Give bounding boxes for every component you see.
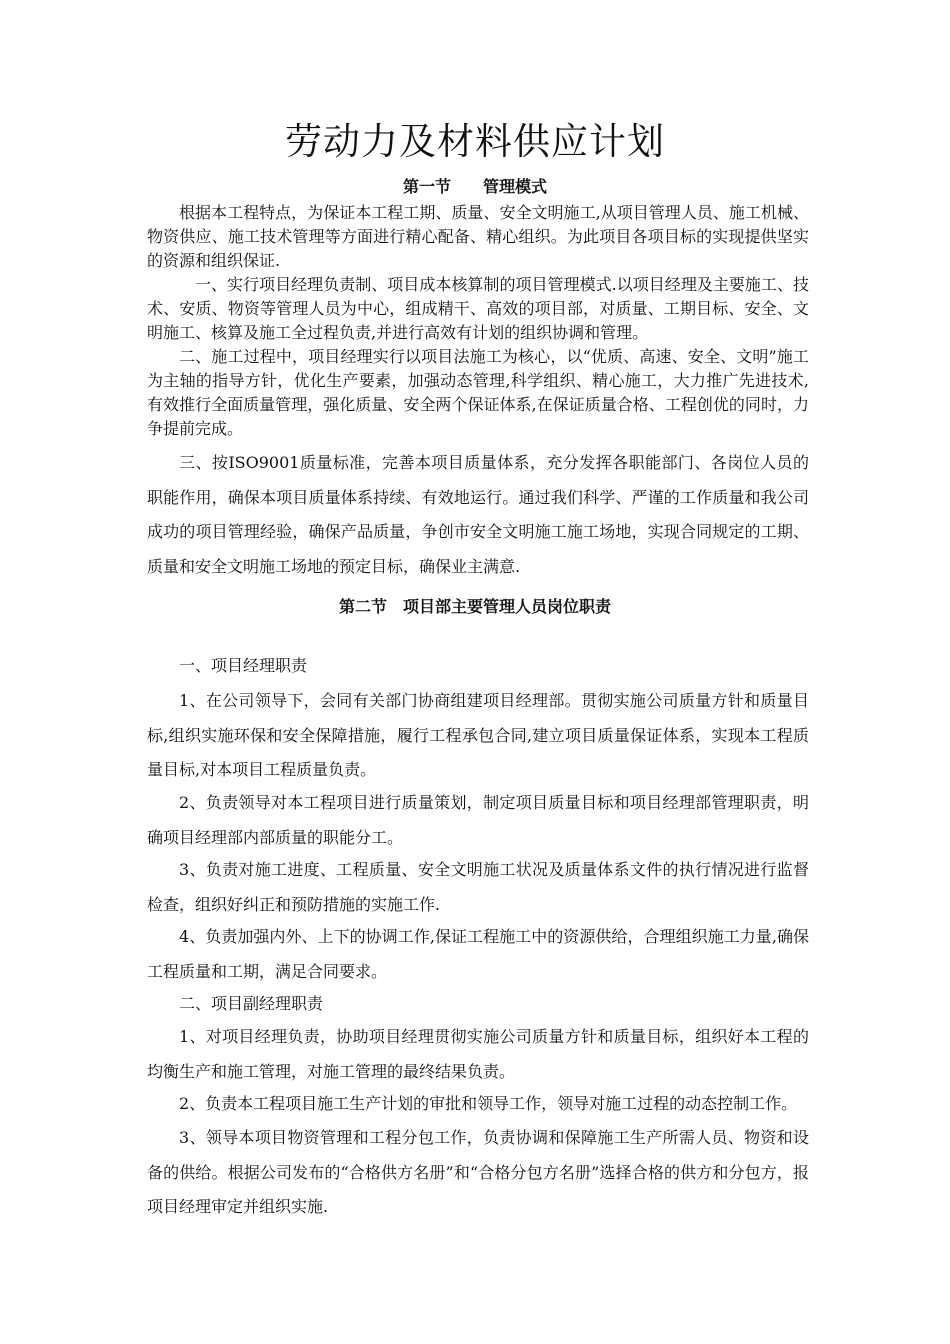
section-2-item-2: 2、负责领导对本工程项目进行质量策划，制定项目质量目标和项目经理部管理职责，明确项目经理部内部质量的职能分工。 <box>147 793 809 847</box>
section-2-item-6: 2、负责本工程项目施工生产计划的审批和领导工作，领导对施工过程的动态控制工作。 <box>179 1094 798 1113</box>
section-2-item-1: 1、在公司领导下，会同有关部门协商组建项目经理部。贯彻实施公司质量方针和质量目标,组织实施环保和安全保障措施，履行工程承包合同,建立项目质量保证体系，实现本工程质量目标,对本项目工程质量负责。 <box>147 691 809 779</box>
section-1-heading: 第一节 管理模式 <box>402 177 547 196</box>
section-2-item-3: 3、负责对施工进度、工程质量、安全文明施工状况及质量体系文件的执行情况进行监督检查，组织好纠正和预防措施的实施工作. <box>147 860 809 914</box>
section-1-paragraph-1: 根据本工程特点，为保证本工程工期、质量、安全文明施工,从项目管理人员、施工机械、物资供应、施工技术管理等方面进行精心配备、精心组织。为此项目各项目标的实现提供坚实的资源和组织保证. <box>147 203 809 270</box>
document-title: 劳动力及材料供应计划 <box>285 120 665 163</box>
section-2-item-4: 4、负责加强内外、上下的协调工作,保证工程施工中的资源供给，合理组织施工力量,确保工程质量和工期，满足合同要求。 <box>147 927 809 981</box>
section-2-heading: 第二节 项目部主要管理人员岗位职责 <box>338 597 611 616</box>
section-2-item-5: 1、对项目经理负责，协助项目经理贯彻实施公司质量方针和质量目标，组织好本工程的均衡生产和施工管理，对施工管理的最终结果负责。 <box>147 1027 809 1081</box>
section-1-paragraph-2: 一、实行项目经理负责制、项目成本核算制的项目管理模式.以项目经理及主要施工、技术、安质、物资等管理人员为中心，组成精干、高效的项目部，对质量、工期目标、安全、文明施工、核算及施工全过程负责,并进行高效有计划的组织协调和管理。 <box>147 275 809 342</box>
section-2-subheading-1: 一、项目经理职责 <box>179 656 308 675</box>
section-2-item-7: 3、领导本项目物资管理和工程分包工作，负责协调和保障施工生产所需人员、物资和设备的供给。根据公司发布的“合格供方名册”和“合格分包方名册”选择合格的供方和分包方，报项目经理审定并组织实施. <box>147 1128 809 1216</box>
section-1-paragraph-4: 三、按ISO9001质量标准，完善本项目质量体系，充分发挥各职能部门、各岗位人员的职能作用，确保本项目质量体系持续、有效地运行。通过我们科学、严谨的工作质量和我公司成功的项目管理经验，确保产品质量，争创市安全文明施工施工场地，实现合同规定的工期、质量和安全文明施工场地的预定目标，确保业主满意. <box>147 453 809 576</box>
section-2-subheading-2: 二、项目副经理职责 <box>179 994 324 1013</box>
section-1-paragraph-3: 二、施工过程中，项目经理实行以项目法施工为核心，以“优质、高速、安全、文明”施工为主轴的指导方针，优化生产要素，加强动态管理,科学组织、精心施工，大力推广先进技术,有效推行全面质量管理，强化质量、安全两个保证体系,在保证质量合格、工程创优的同时，力争提前完成。 <box>147 347 809 438</box>
